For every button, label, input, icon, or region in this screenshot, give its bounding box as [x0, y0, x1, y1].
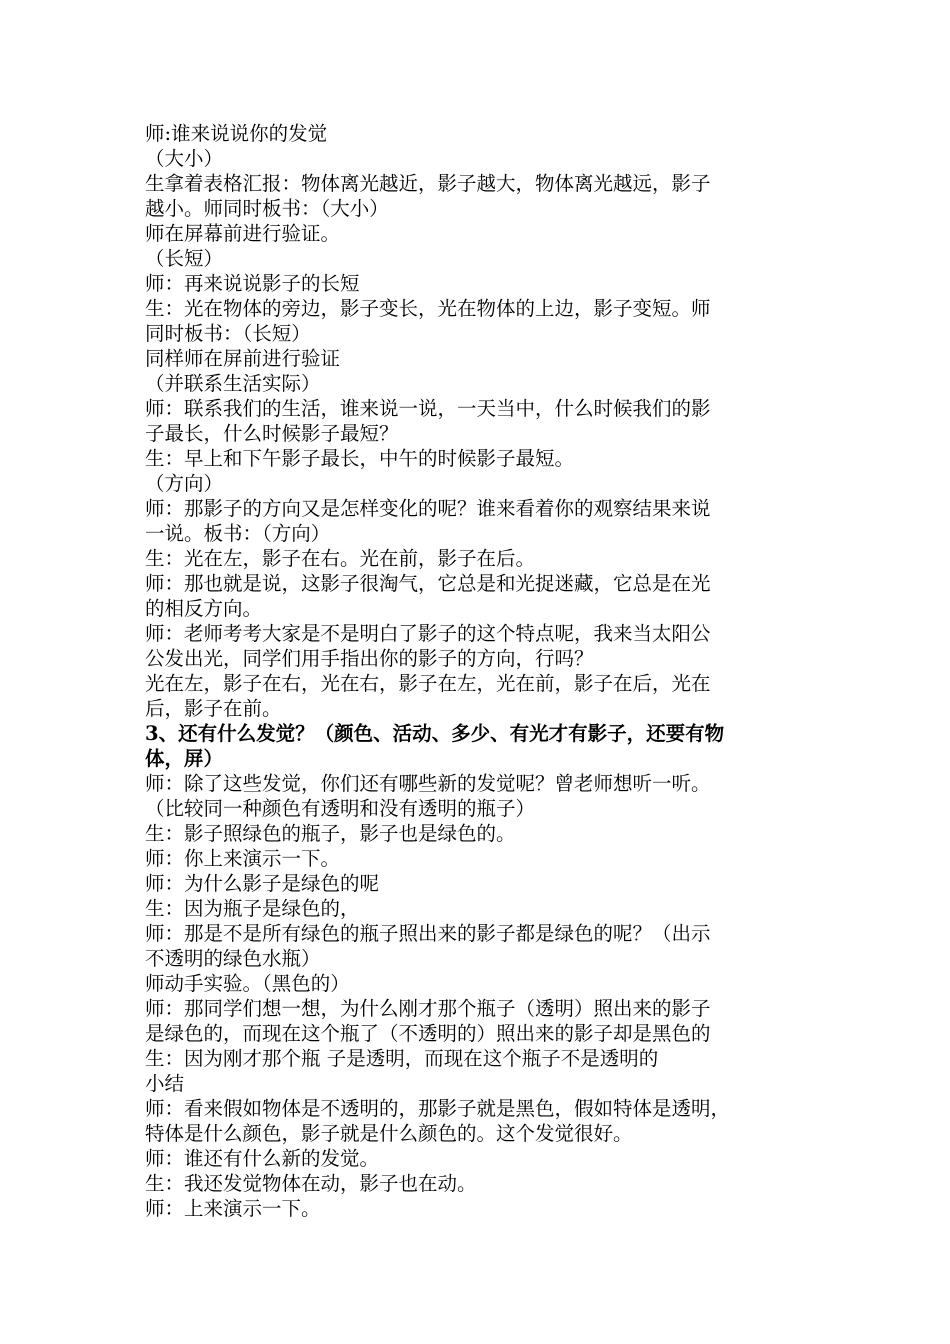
text-line: 师：为什么影子是绿色的呢	[145, 872, 380, 895]
text-line: 师：联系我们的生活，谁来说一说，一天当中，什么时候我们的影	[145, 397, 711, 420]
text-line: 同样师在屏前进行验证	[145, 347, 341, 370]
text-line: 公发出光，同学们用手指出你的影子的方向，行吗？	[145, 647, 594, 670]
text-line: （并联系生活实际）	[145, 372, 321, 395]
text-line: 师：除了这些发觉，你们还有哪些新的发觉呢？曾老师想听一听。	[145, 772, 711, 795]
text-line: 光在左，影子在右，光在右，影子在左，光在前，影子在后，光在	[145, 672, 711, 695]
text-line: 师：你上来演示一下。	[145, 847, 341, 870]
document-body	[145, 121, 825, 1221]
text-line: 师：看来假如物体是不透明的，那影子就是黑色，假如特体是透明，	[145, 1097, 731, 1120]
text-line: （长短）	[145, 247, 224, 270]
text-line: 生：因为刚才那个瓶 子是透明，而现在这个瓶子不是透明的	[145, 1047, 659, 1070]
text-line: 不透明的绿色水瓶）	[145, 947, 321, 970]
text-line: 子最长，什么时候影子最短？	[145, 422, 399, 445]
text-line: 师：老师考考大家是不是明白了影子的这个特点呢，我来当太阳公	[145, 622, 711, 645]
text-line: 师：那也就是说，这影子很淘气，它总是和光捉迷藏，它总是在光	[145, 572, 711, 595]
text-line: 后，影子在前。	[145, 697, 282, 720]
text-line: 生：我还发觉物体在动，影子也在动。	[145, 1172, 477, 1195]
text-line: （大小）	[145, 147, 224, 170]
text-line: 生：因为瓶子是绿色的，	[145, 897, 360, 920]
section-heading-line: 体，屏）	[145, 747, 224, 770]
text-line: 师在屏幕前进行验证。	[145, 222, 341, 245]
text-line: 越小。师同时板书：（大小）	[145, 197, 389, 220]
text-line: 同时板书：（长短）	[145, 322, 311, 345]
text-line: 师：那影子的方向又是怎样变化的呢？谁来看着你的观察结果来说	[145, 497, 711, 520]
text-line: 师：再来说说影子的长短	[145, 272, 360, 295]
text-line: 生：早上和下午影子最长，中午的时候影子最短。	[145, 447, 575, 470]
text-line: 生：光在物体的旁边，影子变长，光在物体的上边，影子变短。师	[145, 297, 711, 320]
text-line: 特体是什么颜色，影子就是什么颜色的。这个发觉很好。	[145, 1122, 633, 1145]
text-line: 师：那是不是所有绿色的瓶子照出来的影子都是绿色的呢？（出示	[145, 922, 711, 945]
text-line: 小结	[145, 1072, 185, 1095]
text-line: （比较同一种颜色有透明和没有透明的瓶子）	[145, 797, 536, 820]
text-line: 师动手实验。（黑色的）	[145, 972, 350, 995]
text-line: （方向）	[145, 472, 224, 495]
text-line: 师:谁来说说你的发觉	[145, 122, 328, 145]
section-heading-line: 3、还有什么发觉？（颜色、活动、多少、有光才有影子，还要有物	[145, 722, 725, 745]
text-line: 师：那同学们想一想，为什么刚才那个瓶子（透明）照出来的影子	[145, 997, 711, 1020]
text-line: 生拿着表格汇报：物体离光越近，影子越大，物体离光越远，影子	[145, 172, 711, 195]
text-line: 一说。板书：（方向）	[145, 522, 331, 545]
text-line: 是绿色的，而现在这个瓶了（不透明的）照出来的影子却是黑色的	[145, 1022, 711, 1045]
text-line: 师：谁还有什么新的发觉。	[145, 1147, 380, 1170]
text-line: 师：上来演示一下。	[145, 1197, 321, 1220]
text-line: 生：影子照绿色的瓶子，影子也是绿色的。	[145, 822, 516, 845]
text-line: 生：光在左，影子在右。光在前，影子在后。	[145, 547, 536, 570]
text-line: 的相反方向。	[145, 597, 263, 620]
